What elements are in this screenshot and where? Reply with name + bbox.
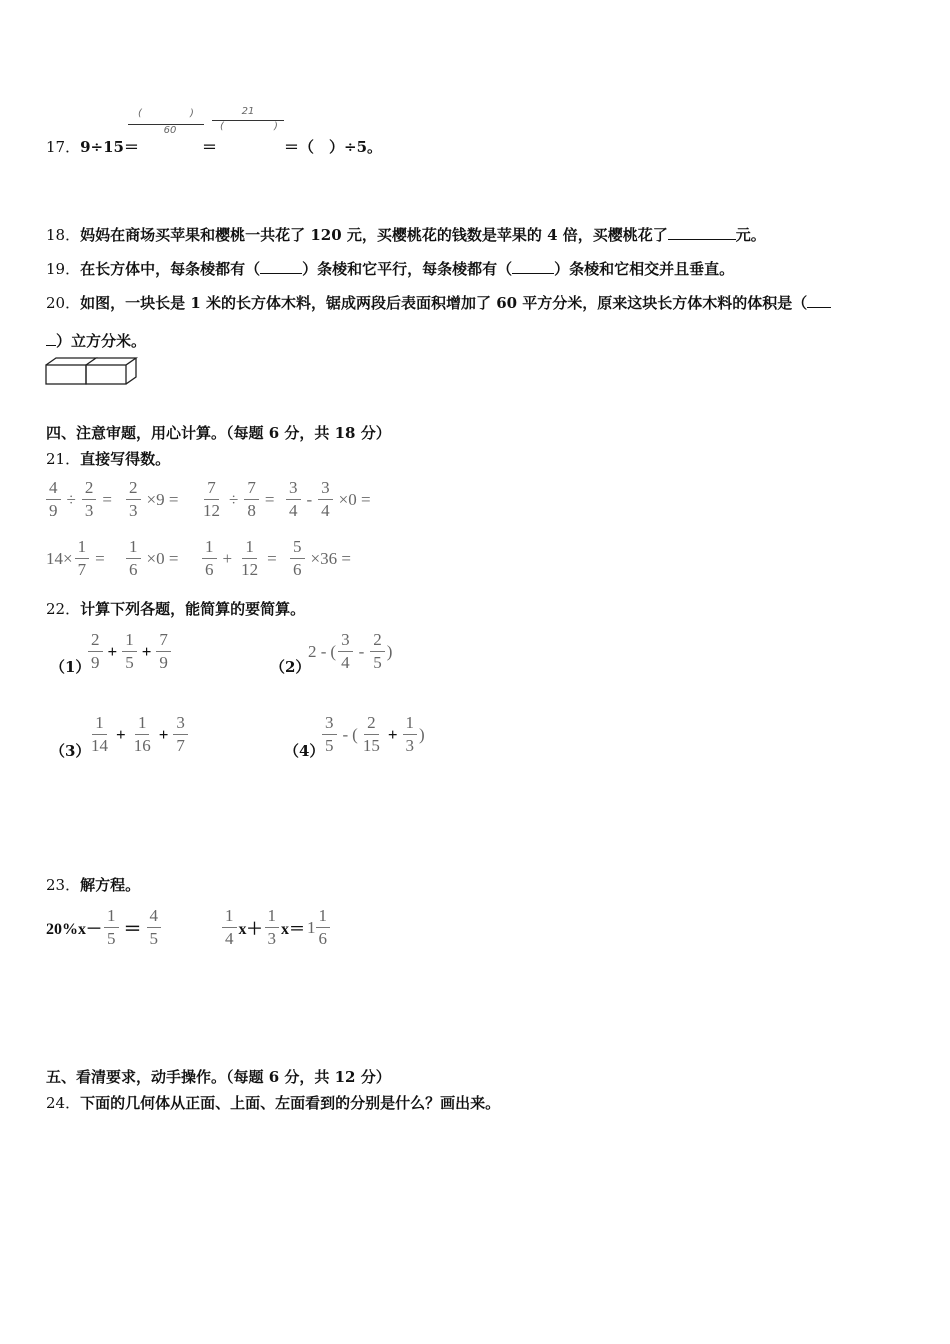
operator: ×9 = — [146, 489, 179, 509]
numerator: 1 — [122, 630, 137, 652]
fraction — [200, 478, 223, 521]
calc-21-7 — [200, 537, 281, 580]
operator: + — [222, 548, 233, 568]
fraction — [316, 906, 331, 949]
answer-blank[interactable] — [260, 273, 302, 274]
numerator: 1 — [135, 713, 150, 735]
operator: = — [267, 548, 277, 568]
question-19: 19．在长方体中，每条棱都有（ ）条棱和它平行，每条棱都有（ ）条棱和它相交并且垂直。 — [46, 260, 735, 278]
operator: ×0 = — [146, 548, 179, 568]
fraction — [202, 537, 217, 580]
denominator: 3 — [129, 501, 138, 520]
fraction — [173, 713, 188, 756]
operator: ×0 = — [338, 489, 371, 509]
numerator: 3 — [322, 713, 337, 735]
equation-2: $\frac{1}{4}$ x＋ $\frac{1}{3}$ x＝ 1 $\frac{1}{6}$ — [220, 906, 332, 949]
cuboid-figure — [44, 356, 144, 388]
operator: + — [116, 724, 126, 744]
operator: - — [358, 641, 365, 661]
numerator: 1 — [222, 906, 237, 928]
question-23: 23．解方程。 — [46, 876, 141, 894]
label-22-4: （4） — [284, 742, 325, 760]
operator: + — [141, 641, 152, 661]
numerator: 7 — [156, 630, 171, 652]
calc-22-1 — [86, 630, 173, 673]
denominator: 5 — [325, 736, 334, 755]
calc-21-3 — [198, 478, 278, 521]
denominator: 7 — [77, 560, 87, 579]
denominator: 16 — [133, 736, 151, 755]
calc-21-4 — [284, 478, 375, 521]
operator: - — [342, 724, 349, 744]
label-22-1: （1） — [50, 658, 91, 676]
numerator: 1 — [242, 537, 257, 559]
fraction — [403, 713, 418, 756]
fraction — [126, 537, 141, 580]
denominator: 6 — [318, 929, 328, 948]
operator: + — [158, 724, 169, 744]
fraction — [286, 478, 301, 521]
fraction — [318, 478, 333, 521]
numerator: 1 — [202, 537, 217, 559]
fraction — [244, 478, 259, 521]
denominator: 12 — [241, 560, 259, 579]
fraction — [290, 537, 305, 580]
numerator: 2 — [88, 630, 103, 652]
question-20-line2: ）立方分米。 — [46, 330, 146, 351]
numerator: 1 — [316, 906, 331, 928]
numerator: 2 — [82, 478, 97, 500]
label-22-2: （2） — [270, 658, 311, 676]
fraction — [131, 713, 154, 756]
expression-tail: ＝（ ）÷5。 — [284, 138, 383, 156]
fraction — [82, 478, 97, 521]
calc-21-5: 14× $\frac{1}{7}$ = — [46, 537, 105, 579]
question-17 — [46, 136, 139, 157]
denominator: 7 — [176, 736, 185, 755]
denominator: 4 — [225, 929, 234, 948]
cuboid-left-top — [46, 358, 96, 365]
expression: 9÷15＝ — [80, 138, 139, 156]
denominator: 8 — [247, 501, 256, 520]
operator: = — [95, 548, 105, 568]
numerator: 1 — [126, 537, 141, 559]
numerator: 3 — [318, 478, 333, 500]
answer-blank[interactable] — [807, 307, 831, 308]
calc-22-4: $\frac{3}{5}$ - ( $\frac{2}{15}$ + $\frac{1}{3}$ ) — [320, 713, 425, 756]
numerator: 7 — [244, 478, 259, 500]
numerator: 2 — [364, 713, 379, 735]
denominator: 3 — [405, 736, 415, 755]
fraction — [370, 630, 385, 673]
numerator: 7 — [204, 478, 219, 500]
numerator: 3 — [173, 713, 188, 735]
operator: ＝ — [123, 918, 142, 939]
denominator: 15 — [362, 736, 380, 755]
calc-22-2: 2 - ( $\frac{3}{4}$ - $\frac{2}{5}$ ) — [308, 630, 393, 672]
operator: + — [107, 641, 118, 661]
fraction — [126, 478, 141, 521]
calc-22-3 — [86, 713, 190, 756]
fraction — [322, 713, 337, 756]
denominator: 6 — [293, 560, 302, 579]
fraction — [104, 906, 119, 949]
question-22: 22．计算下列各题，能简算的要简算。 — [46, 600, 306, 618]
fraction — [222, 906, 237, 949]
denominator: 3 — [267, 929, 277, 948]
calc-21-8 — [288, 537, 355, 580]
numerator: 1 — [104, 906, 119, 928]
denominator: 4 — [289, 501, 298, 520]
fraction — [88, 713, 111, 756]
fraction — [238, 537, 261, 580]
section-4-title: 四、注意审题，用心计算。（每题 6 分，共 18 分） — [46, 424, 391, 442]
operator: + — [387, 724, 398, 744]
calc-21-1 — [44, 478, 116, 521]
equation-1: 20%x－ $\frac{1}{5}$ ＝ $\frac{4}{5}$ — [46, 906, 163, 949]
fraction — [338, 630, 353, 673]
numerator: 1 — [92, 713, 107, 735]
numerator: 1 — [403, 713, 418, 735]
cuboid-right-front — [86, 365, 126, 384]
fraction — [265, 906, 280, 949]
denominator: 9 — [49, 501, 58, 520]
calc-21-2 — [124, 478, 182, 521]
fraction — [147, 906, 162, 949]
denominator: 6 — [205, 560, 214, 579]
numerator: 2 — [126, 478, 141, 500]
numerator: 3 — [338, 630, 353, 652]
cuboid-left-front — [46, 365, 86, 384]
answer-blank[interactable] — [668, 239, 736, 240]
denominator: 6 — [129, 560, 138, 579]
denominator: 5 — [149, 929, 159, 948]
denominator: 4 — [341, 653, 350, 672]
handwritten-fraction-1: ( ) 60 — [128, 108, 204, 136]
question-21: 21．直接写得数。 — [46, 450, 171, 468]
equals-sign: ＝ — [202, 138, 218, 156]
fraction — [156, 630, 171, 673]
numerator: 5 — [290, 537, 305, 559]
denominator: 5 — [125, 653, 134, 672]
denominator: 3 — [84, 501, 94, 520]
fraction — [88, 630, 103, 673]
denominator: 9 — [159, 653, 168, 672]
question-24: 24．下面的几何体从正面、上面、左面看到的分别是什么？画出来。 — [46, 1094, 501, 1112]
operator: = — [102, 489, 112, 509]
numerator: 4 — [147, 906, 162, 928]
operator: - — [306, 489, 313, 509]
answer-blank[interactable] — [512, 273, 554, 274]
question-20: 20．如图，一块长是 1 米的长方体木料，锯成两段后表面积增加了 60 平方分米，原来这块长方体木料的体积是（ — [46, 292, 831, 313]
fraction — [46, 478, 61, 521]
operator: ÷ — [229, 489, 239, 509]
operator: ×36 = — [310, 548, 351, 568]
denominator: 14 — [91, 736, 108, 755]
answer-blank-cont[interactable] — [46, 345, 56, 346]
numerator: 1 — [265, 906, 280, 928]
question-18: 18．妈妈在商场买苹果和樱桃一共花了 120 元，买樱桃花的钱数是苹果的 4 倍，买樱桃花了 元。 — [46, 226, 766, 244]
label-22-3: （3） — [50, 742, 91, 760]
numerator: 2 — [370, 630, 385, 652]
operator: ÷ — [66, 489, 76, 509]
fraction — [360, 713, 383, 756]
numerator: 4 — [46, 478, 61, 500]
operator: = — [264, 489, 275, 509]
question-number: 17． — [46, 138, 81, 156]
denominator: 12 — [203, 501, 220, 520]
denominator: 9 — [91, 653, 100, 672]
handwritten-fraction-2: 21 ( ) — [212, 106, 284, 135]
calc-21-6 — [124, 537, 182, 580]
fraction — [75, 537, 90, 580]
numerator: 3 — [286, 478, 301, 500]
fraction — [122, 630, 137, 673]
denominator: 5 — [107, 929, 116, 948]
cuboid-right-top — [96, 358, 136, 365]
section-5-title: 五、看清要求，动手操作。（每题 6 分，共 12 分） — [46, 1068, 391, 1086]
denominator: 4 — [321, 501, 330, 520]
numerator: 1 — [75, 537, 90, 559]
denominator: 5 — [373, 653, 382, 672]
